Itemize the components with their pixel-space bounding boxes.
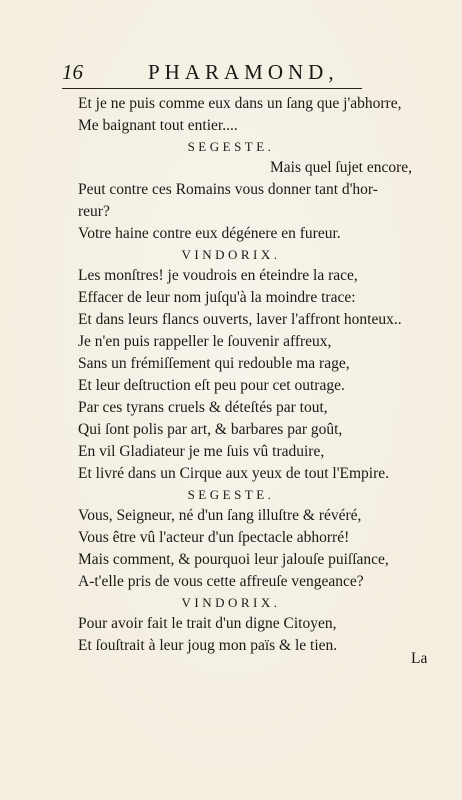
verse-line: Me baignant tout entier.... bbox=[78, 117, 238, 134]
verse-line: Vous, Seigneur, né d'un ſang illuſtre & révéré, bbox=[78, 507, 362, 524]
verse-line: Qui ſont polis par art, & barbares par goût, bbox=[78, 421, 343, 438]
catchword: La bbox=[411, 650, 428, 667]
verse-line: Les monſtres! je voudrois en éteindre la race, bbox=[78, 267, 358, 284]
verse-line: Et leur deſtruction eſt peu pour cet outrage. bbox=[78, 377, 345, 394]
page-header bbox=[62, 60, 362, 86]
verse-line: Je n'en puis rappeller le ſouvenir affreux, bbox=[78, 333, 332, 350]
verse-line: reur? bbox=[78, 203, 110, 220]
verse-line: Mais comment, & pourquoi leur jalouſe puiſſance, bbox=[78, 551, 389, 568]
verse-line: Sans un frémiſſement qui redouble ma rage, bbox=[78, 355, 350, 372]
verse-line: Effacer de leur nom juſqu'à la moindre trace: bbox=[78, 289, 356, 306]
speaker-name: VINDORIX. bbox=[181, 595, 281, 610]
page-number: 16 bbox=[62, 60, 83, 84]
verse-line: Et livré dans un Cirque aux yeux de tout l'Empire. bbox=[78, 465, 389, 482]
header-rule bbox=[62, 88, 362, 89]
speaker-name: SEGESTE. bbox=[187, 139, 275, 154]
speaker-name: SEGESTE. bbox=[187, 487, 275, 502]
verse-line: Mais quel ſujet encore, bbox=[270, 159, 413, 176]
verse-line: A-t'elle pris de vous cette affreuſe vengeance? bbox=[78, 573, 364, 590]
verse-line: Et dans leurs flancs ouverts, laver l'affront honteux.. bbox=[78, 311, 402, 328]
verse-line: Peut contre ces Romains vous donner tant d'hor- bbox=[78, 181, 378, 198]
running-title: PHARAMOND, bbox=[148, 60, 339, 84]
verse-line: Et ſouſtrait à leur joug mon païs & le tien. bbox=[78, 637, 338, 654]
speaker-name: VINDORIX. bbox=[181, 247, 281, 262]
verse-line: Votre haine contre eux dégénere en fureur. bbox=[78, 225, 341, 242]
verse-line: En vil Gladiateur je me ſuis vû traduire, bbox=[78, 443, 325, 460]
verse-line: Et je ne puis comme eux dans un ſang que j'abhorre, bbox=[78, 95, 402, 112]
verse-line: Pour avoir fait le trait d'un digne Citoyen, bbox=[78, 615, 337, 632]
verse-line: Par ces tyrans cruels & déteſtés par tout, bbox=[78, 399, 328, 416]
verse-line: Vous être vû l'acteur d'un ſpectacle abhorré! bbox=[78, 529, 350, 546]
